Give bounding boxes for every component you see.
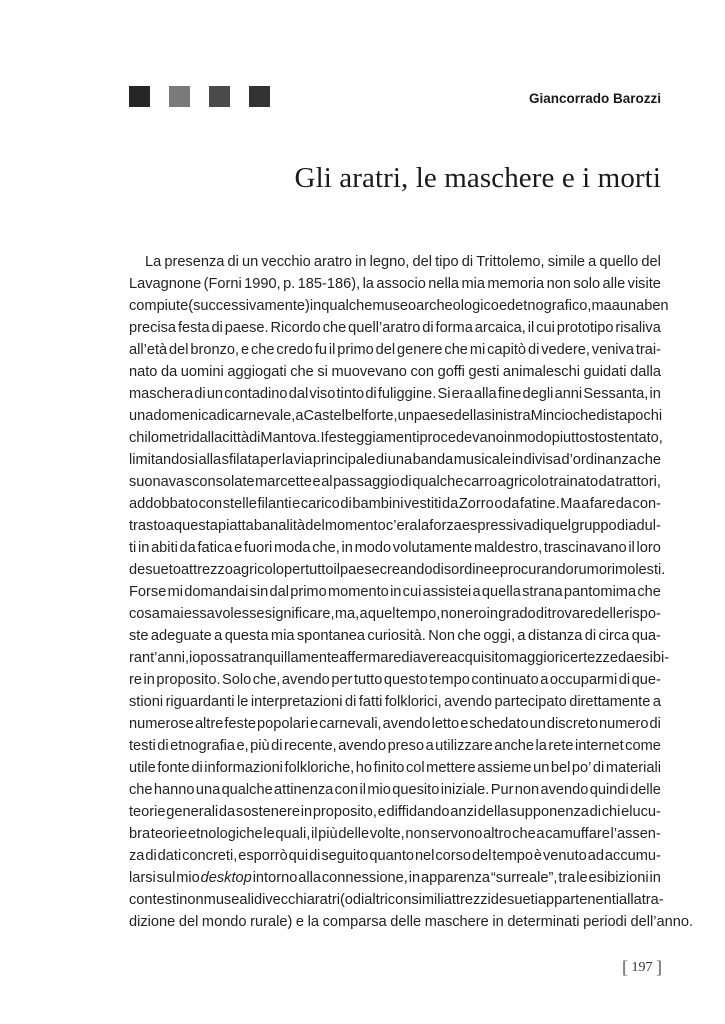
paragraph-line: limitandosi alla sfilata per la via principale di una banda musicale in divisa d’ordinanza che — [129, 452, 661, 468]
paragraph-line: bra teorie etnologiche le quali, il più delle volte, non servono altro che a camuffare l’assen- — [129, 826, 661, 842]
paragraph-line: Lavagnone (Forni 1990, p. 185-186), la associo nella mia memoria non solo alle visite — [129, 276, 661, 292]
page-number-value: 197 — [631, 960, 653, 975]
paragraph-line: za di dati concreti, esporrò qui di seguito quanto nel corso del tempo è venuto ad accumu- — [129, 848, 661, 864]
header-square — [209, 86, 230, 107]
header-square — [129, 86, 150, 107]
page-number — [622, 957, 662, 978]
paragraph-line: precisa festa di paese. Ricordo che quell’aratro di forma arcaica, il cui prototipo risaliva — [129, 320, 661, 336]
paragraph-line: contesti non museali di vecchi aratri (o di altri consimili attrezzi desueti appartenenti alla tra- — [129, 892, 664, 908]
paragraph-line: addobbato con stelle filanti e carico di bambini vestiti da Zorro o da fatine. Ma a fare da con- — [129, 496, 661, 512]
paragraph-line: stioni riguardanti le interpretazioni di fatti folklorici, avendo partecipato direttamente a — [129, 694, 661, 710]
paragraph-line: rant’anni, io possa tranquillamente affermare di avere acquisito maggiori certezze da esibi- — [129, 650, 670, 666]
paragraph-line: larsi sul mio desktop intorno alla connessione, in apparenza “surreale”, tra le esibizioni in — [129, 870, 661, 886]
paragraph-line: teorie generali da sostenere in proposito, e diffidando anzi della supponenza di chi elucu- — [129, 804, 661, 820]
paragraph-line: Forse mi domandai sin dal primo momento in cui assistei a quella strana pantomima che — [129, 584, 661, 600]
paragraph-line: utile fonte di informazioni folkloriche, ho finito col mettere assieme un bel po’ di materiali — [129, 760, 661, 776]
paragraph-line: ti in abiti da fatica e fuori moda che, in modo volutamente maldestro, trascinavano il loro — [129, 540, 661, 556]
page-number-open-bracket: [ — [622, 957, 628, 977]
header-square — [249, 86, 270, 107]
header-square — [169, 86, 190, 107]
paragraph-line: maschera di un contadino dal viso tinto di fuliggine. Si era alla fine degli anni Sessanta, in — [129, 386, 661, 402]
paragraph-line: suonava sconsolate marcette e al passaggio di qualche carro agricolo trainato da trattori, — [129, 474, 661, 490]
paragraph-line: re in proposito. Solo che, avendo per tutto questo tempo continuato a occuparmi di que- — [129, 672, 661, 688]
paragraph-line: testi di etnografia e, più di recente, avendo preso a utilizzare anche la rete internet come — [129, 738, 661, 754]
author-name: Giancorrado Barozzi — [528, 91, 661, 106]
paragraph-line: numerose altre feste popolari e carnevali, avendo letto e schedato un discreto numero di — [129, 716, 661, 732]
paragraph-line: cosa mai essa volesse significare, ma, a quel tempo, non ero in grado di trovare delle rispo- — [129, 606, 661, 622]
paragraph-line: chilometri dalla città di Mantova. I festeggiamenti procedevano in modo piuttosto stentato, — [129, 430, 663, 446]
paragraph-line: all’età del bronzo, e che credo fu il primo del genere che mi capitò di vedere, veniva trai- — [129, 342, 661, 358]
paragraph-line: una domenica di carnevale, a Castelbelforte, un paese della sinistra Mincio che dista pochi — [129, 408, 663, 424]
article-body — [129, 251, 693, 933]
paragraph-line: nato da uomini aggiogati che si muovevano con goffi gesti animaleschi guidati dalla — [129, 364, 661, 380]
paragraph-line: La presenza di un vecchio aratro in legno, del tipo di Trittolemo, simile a quello del — [145, 254, 661, 270]
page-number-close-bracket: ] — [656, 957, 662, 977]
paragraph-line: desueto attrezzo agricolo per tutto il paese creando disordine e procurando rumori molesti. — [129, 562, 666, 578]
paragraph-line: compiute (successivamente) in qualche museo archeologico ed etnografico, ma a una ben — [129, 298, 669, 314]
decorative-squares — [129, 86, 289, 106]
paragraph-line: trasto a questa piatta banalità del momento c’era la forza espressiva di quel gruppo di adul- — [129, 518, 661, 534]
paragraph-line: dizione del mondo rurale) e la comparsa delle maschere in determinati periodi dell’anno. — [129, 914, 693, 930]
article-title: Gli aratri, le maschere e i morti — [294, 162, 661, 194]
paragraph-line: ste adeguate a questa mia spontanea curiosità. Non che oggi, a distanza di circa qua- — [129, 628, 661, 644]
paragraph-line: che hanno una qualche attinenza con il mio quesito iniziale. Pur non avendo quindi delle — [129, 782, 661, 798]
